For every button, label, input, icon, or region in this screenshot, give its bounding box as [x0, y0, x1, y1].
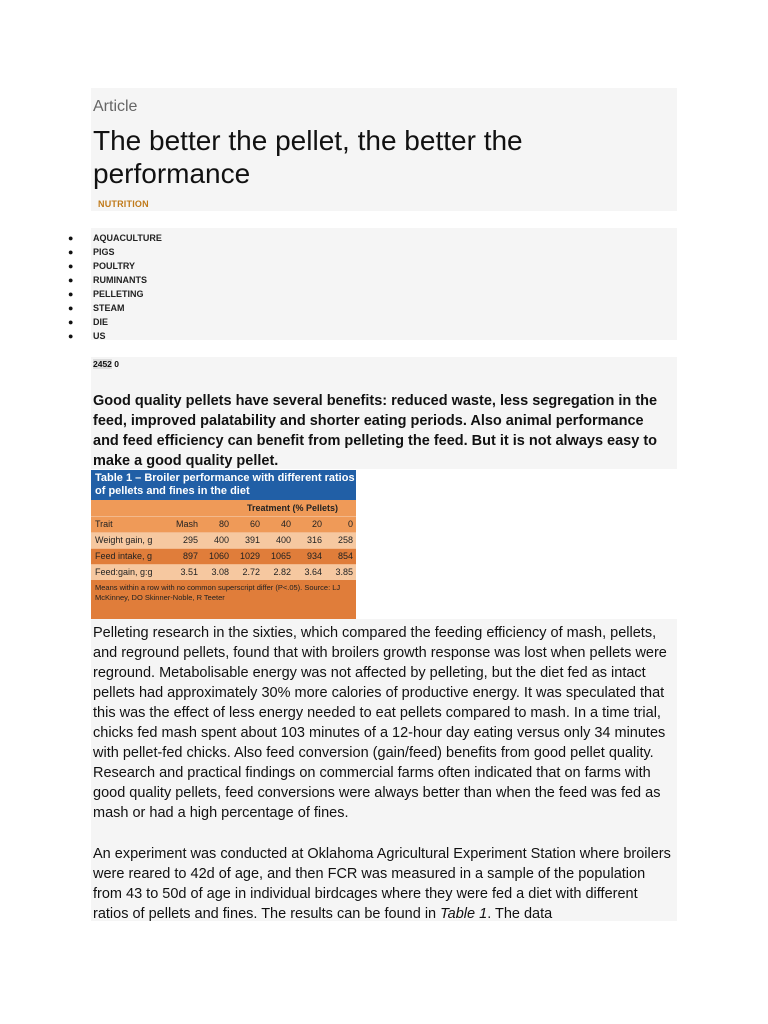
para2-end: . The data [487, 906, 553, 922]
tag-list [68, 228, 677, 341]
figure-row [91, 564, 356, 580]
figure-value-cell: 258 [337, 535, 353, 545]
figure-value-cell: 20 [311, 519, 322, 529]
figure-value-cell: 40 [280, 519, 291, 529]
figure-value-cell: 80 [218, 519, 229, 529]
table-1-figure [91, 470, 356, 621]
bullet-icon: ● [68, 303, 74, 313]
tag-label[interactable]: STEAM [93, 303, 125, 313]
tag-label[interactable]: POULTRY [93, 261, 135, 271]
figure-value-cell: 400 [213, 535, 229, 545]
tag-label[interactable]: US [93, 331, 106, 341]
figure-value-cell: 3.64 [304, 567, 322, 577]
body-paragraph-1: Pelleting research in the sixties, which compared the feeding efficiency of mash, pellets, and reground pellets, found that with broilers growth response was lost when pellets were reground. Metabolisable energy was not affected by pelleting, but the diet fed as intact pellets had approximately 30% more calories of productive energy. It was speculated that this was the effect of less energy needed to eat pellets compared to mash. In a time trial, chicks fed mash spent about 103 minutes of a 12-hour day eating versus only 34 minutes with pellet-fed chicks. Also feed conversion (gain/feed) benefits from good pellet quality. Research and practical findings on commercial farms often indicated that on farms with good quality pellets, feed conversions were always better than when the feed was fed as mash or had a high percentage of fines. [93, 625, 667, 821]
figure-value-cell: 854 [337, 551, 353, 561]
bullet-icon: ● [68, 331, 74, 341]
body-paragraph-2 [93, 844, 675, 924]
tag-label[interactable]: PELLETING [93, 289, 144, 299]
figure-value-cell: 0 [347, 519, 353, 529]
article-eyebrow: Article [93, 98, 138, 115]
figure-value-cell: 3.08 [211, 567, 229, 577]
lead-section [91, 357, 677, 469]
article-title: The better the pellet, the better the performance [93, 125, 523, 189]
bullet-icon: ● [68, 247, 74, 257]
figure-value-cell: 400 [275, 535, 291, 545]
figure-value-cell: 1060 [208, 551, 229, 561]
figure-value-cell: 60 [249, 519, 260, 529]
tag-label[interactable]: DIE [93, 317, 109, 327]
bullet-icon: ● [68, 261, 74, 271]
figure-row [91, 532, 356, 548]
figure-value-cell: 3.85 [335, 567, 353, 577]
figure-value-cell: 295 [182, 535, 198, 545]
category-link[interactable]: NUTRITION [98, 199, 149, 209]
figure-table [91, 516, 356, 580]
bullet-icon: ● [68, 317, 74, 327]
figure-row [91, 548, 356, 564]
figure-value-cell: 3.51 [180, 567, 198, 577]
figure-value-cell: 897 [182, 551, 198, 561]
figure-value-cell: 391 [244, 535, 260, 545]
figure-value-cell: 1065 [270, 551, 291, 561]
figure-value-cell: 934 [306, 551, 322, 561]
figure-header-row [91, 516, 356, 532]
bullet-icon: ● [68, 289, 74, 299]
view-count: 2452 [93, 359, 112, 369]
figure-value-cell: Mash [175, 519, 198, 529]
figure-note: Means within a row with no common superscript differ (P<.05). Source: LJ McKinney, DO Skinner-Noble, R Teeter [95, 583, 341, 602]
tag-label[interactable]: AQUACULTURE [93, 233, 162, 243]
article-header [91, 88, 677, 211]
para2-start: An experiment was conducted at Oklahoma Agricultural Experiment Station where broilers were reared to 42d of age, and then FCR was measured in a sample of the population from 43 to 50d of age in individual birdcages where they were fed a diet with different ratios of pellets and fines. The results can be found in [93, 846, 671, 922]
figure-value-cell: 2.82 [273, 567, 291, 577]
bullet-icon: ● [68, 275, 74, 285]
tag-label[interactable]: PIGS [93, 247, 115, 257]
comment-count[interactable]: 0 [114, 359, 120, 369]
article-stats [93, 359, 119, 369]
lead-paragraph: Good quality pellets have several benefits: reduced waste, less segregation in the feed, improved palatability and shorter eating periods. Also animal performance and feed efficiency can benefit from pelleting the feed. But it is not always easy to make a good quality pellet. [93, 393, 658, 469]
figure-trait-cell: Feed intake, g [95, 551, 153, 561]
figure-value-cell: 2.72 [242, 567, 260, 577]
figure-title: Table 1 – Broiler performance with different ratios of pellets and fines in the diet [91, 470, 356, 500]
table-reference: Table 1 [440, 906, 488, 922]
tag-label[interactable]: RUMINANTS [93, 275, 147, 285]
figure-trait-cell: Weight gain, g [95, 535, 153, 545]
figure-value-cell: 316 [306, 535, 322, 545]
bullet-icon: ● [68, 233, 74, 243]
figure-trait-cell: Feed:gain, g:g [95, 567, 153, 577]
figure-value-cell: 1029 [239, 551, 260, 561]
article-body [91, 619, 677, 921]
figure-treatment-header: Treatment (% Pellets) [91, 500, 356, 516]
figure-trait-cell: Trait [95, 519, 113, 529]
